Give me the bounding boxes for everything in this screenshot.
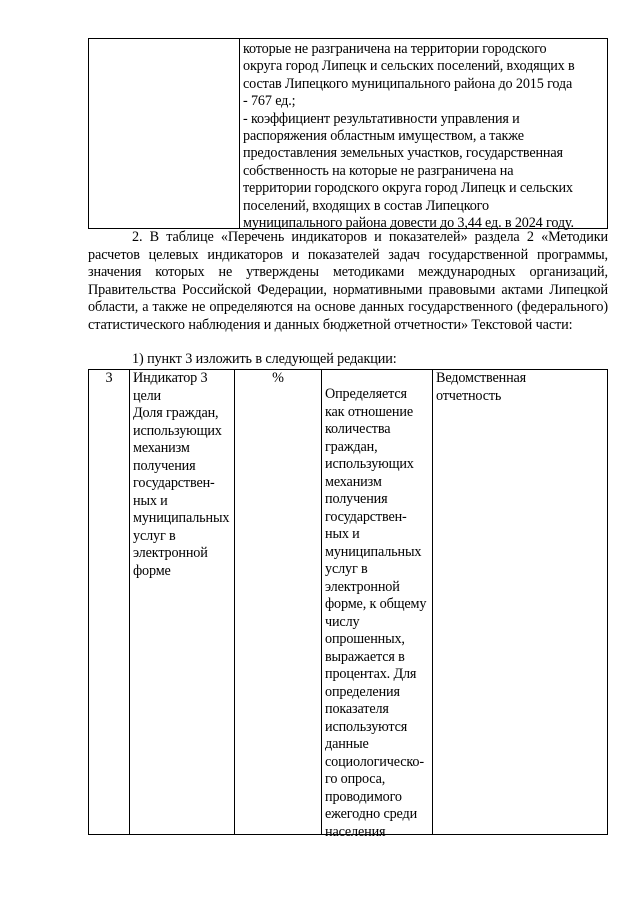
- method-line: граждан,: [325, 438, 378, 455]
- indicator-line: цели: [133, 387, 161, 404]
- text-line: территории городского округа город Липецк и сельских: [243, 180, 573, 197]
- text-line: которые не разграничена на территории городского: [243, 41, 547, 57]
- indicator-line: государствен-: [133, 475, 215, 491]
- method-line: определения: [325, 683, 400, 700]
- text-line: округа город Липецк и сельских поселений, входящих в: [243, 58, 575, 75]
- indicator-line: получения: [133, 457, 196, 474]
- table-cell-empty: [89, 39, 240, 228]
- text-line: предоставления земельных участков, государственная: [243, 145, 563, 162]
- paragraph-3: 1) пункт 3 изложить в следующей редакции:: [132, 351, 397, 367]
- method-line: опрошенных,: [325, 631, 405, 647]
- indicator-line: Доля граждан,: [133, 405, 219, 421]
- indicator-line: ных и: [133, 492, 168, 509]
- method-line: механизм: [325, 473, 382, 490]
- indicator-line: Индикатор 3: [133, 370, 208, 386]
- indicator-line: механизм: [133, 440, 190, 456]
- method-line: выражается в: [325, 648, 405, 665]
- method-line: социологическо-: [325, 753, 424, 770]
- method-line: ежегодно среди: [325, 806, 418, 822]
- table-cell-text: [240, 39, 607, 232]
- method-line: количества: [325, 421, 391, 437]
- method-line: процентах. Для: [325, 666, 417, 682]
- row-number: 3: [89, 370, 130, 834]
- text-line: распоряжения областным имуществом, а также: [243, 128, 524, 145]
- indicator-table: [88, 369, 608, 840]
- unit-cell: %: [235, 370, 322, 834]
- text-line: - коэффициент результативности управления и: [243, 110, 520, 127]
- source-line: отчетность: [436, 387, 502, 404]
- method-line: используются: [325, 718, 408, 735]
- method-line: показателя: [325, 701, 389, 717]
- continuation-table: [88, 38, 608, 232]
- method-line: данные: [325, 736, 369, 752]
- paragraph-2: 2. В таблице «Перечень индикаторов и показателей» раздела 2 «Методики расчетов целевых индикаторов и показателей задач государственной программы, значения которых не утверждены методиками международных организаций, Правительства Российской Федерации, нормативными правовыми актами Липецкой области, а также не определяются на основе данных государственного (федерального) статистического наблюдения и данных бюджетной отчетности» Текстовой части:: [88, 229, 608, 333]
- method-line: услуг в: [325, 561, 368, 577]
- text-line: поселений, входящих в состав Липецкого: [243, 197, 489, 214]
- source-cell: [433, 370, 607, 834]
- method-line: государствен-: [325, 508, 407, 525]
- method-line: Определяется: [325, 386, 407, 402]
- method-line: использующих: [325, 456, 414, 472]
- source-line: Ведомственная: [436, 370, 527, 386]
- method-line: как отношение: [325, 403, 413, 420]
- text-line: - 767 ед.;: [243, 93, 296, 110]
- method-line: го опроса,: [325, 771, 386, 787]
- text-line: состав Липецкого муниципального района до 2015 года: [243, 75, 573, 92]
- indicator-line: форме: [133, 562, 171, 579]
- text-line: собственность на которые не разграничена на: [243, 162, 514, 179]
- indicator-name: [130, 370, 235, 834]
- method-line: населения: [325, 823, 386, 840]
- method-line: электронной: [325, 578, 400, 595]
- indicator-line: услуг в: [133, 527, 176, 544]
- text-line: муниципального района довести до 3,44 ед. в 2024 году.: [243, 215, 574, 232]
- method-cell: [322, 370, 433, 840]
- method-line: муниципальных: [325, 543, 422, 560]
- method-line: получения: [325, 491, 388, 507]
- method-line: числу: [325, 613, 360, 630]
- method-line: проводимого: [325, 788, 402, 805]
- indicator-line: электронной: [133, 545, 208, 561]
- indicator-line: муниципальных: [133, 510, 230, 526]
- method-line: ных и: [325, 526, 360, 542]
- method-line: форме, к общему: [325, 596, 427, 612]
- indicator-line: использующих: [133, 422, 222, 439]
